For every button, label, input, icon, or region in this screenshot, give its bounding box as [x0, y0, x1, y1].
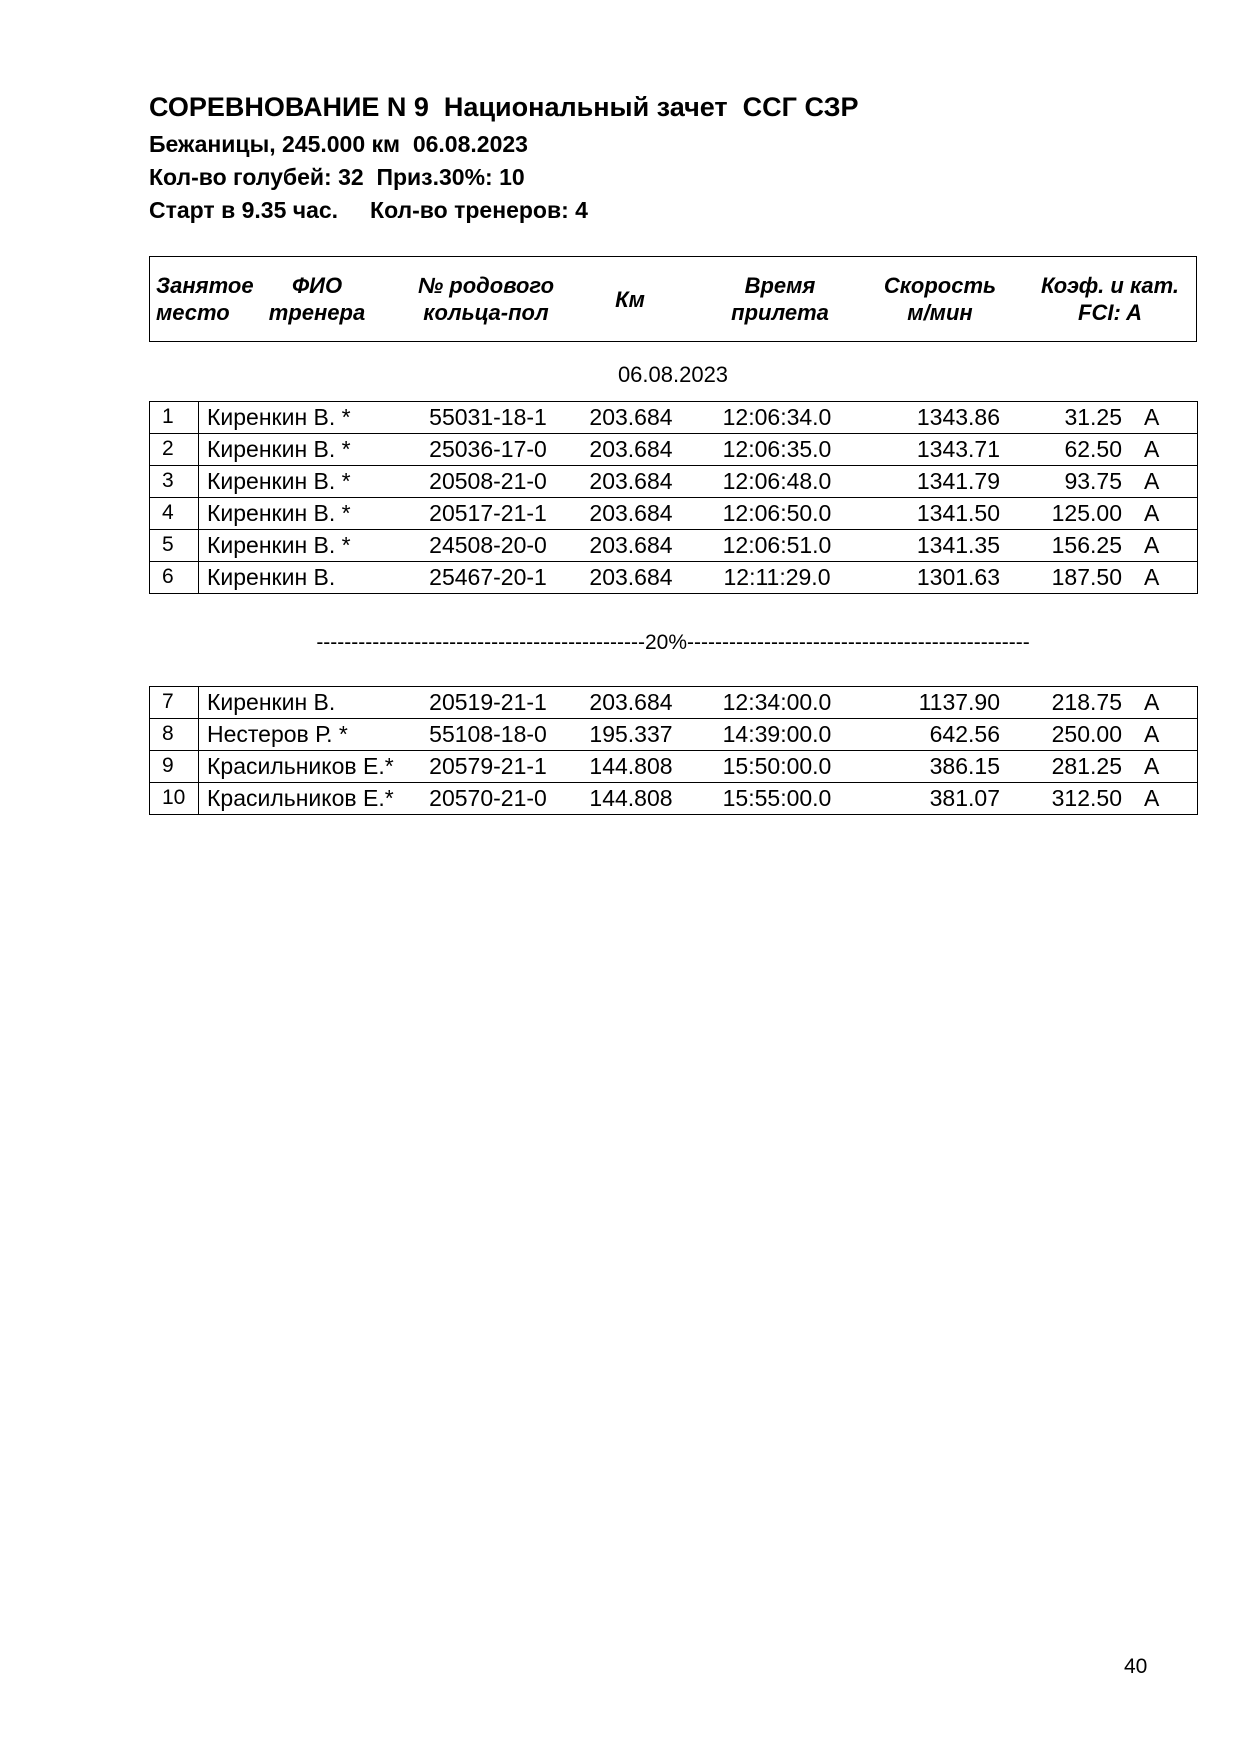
col-km-header: Км	[615, 287, 645, 312]
table-row	[150, 562, 1198, 594]
arrival-time-cell: 15:55:00.0	[696, 783, 858, 815]
category-cell: A	[1132, 687, 1198, 719]
speed-cell: 642.56	[858, 719, 1022, 751]
rank-cell: 5	[150, 530, 199, 562]
col-speed-header: Скорость м/мин	[883, 273, 997, 325]
arrival-time-cell: 14:39:00.0	[696, 719, 858, 751]
category-cell: A	[1132, 719, 1198, 751]
distance-cell: 203.684	[566, 434, 696, 466]
results-table-top	[149, 401, 1198, 594]
table-row	[150, 751, 1198, 783]
coefficient-cell: 125.00	[1022, 498, 1132, 530]
rank-cell: 3	[150, 466, 199, 498]
ring-number-cell: 20570-21-0	[410, 783, 566, 815]
ring-number-cell: 20579-21-1	[410, 751, 566, 783]
rank-cell: 6	[150, 562, 199, 594]
arrival-time-cell: 12:34:00.0	[696, 687, 858, 719]
speed-cell: 1343.86	[858, 402, 1022, 434]
arrival-time-cell: 12:06:50.0	[696, 498, 858, 530]
race-location-date: Бежаницы, 245.000 км 06.08.2023	[149, 131, 528, 157]
distance-cell: 203.684	[566, 530, 696, 562]
distance-cell: 144.808	[566, 783, 696, 815]
table-row	[150, 783, 1198, 815]
results-table-bottom	[149, 686, 1198, 815]
speed-cell: 1341.35	[858, 530, 1022, 562]
rank-cell: 8	[150, 719, 199, 751]
ring-number-cell: 20519-21-1	[410, 687, 566, 719]
coefficient-cell: 312.50	[1022, 783, 1132, 815]
trainer-name-cell: Киренкин В. *	[199, 402, 411, 434]
speed-cell: 381.07	[858, 783, 1022, 815]
speed-cell: 1341.50	[858, 498, 1022, 530]
arrival-time-cell: 12:11:29.0	[696, 562, 858, 594]
ring-number-cell: 25467-20-1	[410, 562, 566, 594]
ring-number-cell: 20517-21-1	[410, 498, 566, 530]
table-row	[150, 530, 1198, 562]
table-row	[150, 719, 1198, 751]
coefficient-cell: 93.75	[1022, 466, 1132, 498]
table-row	[150, 466, 1198, 498]
ring-number-cell: 55031-18-1	[410, 402, 566, 434]
coefficient-cell: 31.25	[1022, 402, 1132, 434]
distance-cell: 203.684	[566, 498, 696, 530]
col-place-header: Занятое место	[156, 273, 254, 325]
col-coef-header: Коэф. и кат. FCI: A	[1041, 273, 1179, 325]
trainer-name-cell: Киренкин В. *	[199, 434, 411, 466]
ring-number-cell: 25036-17-0	[410, 434, 566, 466]
document-title: СОРЕВНОВАНИЕ N 9 Национальный зачет ССГ СЗР	[149, 92, 859, 122]
distance-cell: 203.684	[566, 562, 696, 594]
category-cell: A	[1132, 498, 1198, 530]
date-separator: 06.08.2023	[617, 362, 729, 387]
percent-separator: -----------------------------------------------20%-------------------------------------------------	[316, 631, 1030, 654]
distance-cell: 203.684	[566, 687, 696, 719]
speed-cell: 1341.79	[858, 466, 1022, 498]
category-cell: A	[1132, 434, 1198, 466]
trainer-name-cell: Киренкин В. *	[199, 498, 411, 530]
trainer-name-cell: Красильников Е.*	[199, 751, 411, 783]
speed-cell: 1137.90	[858, 687, 1022, 719]
speed-cell: 1301.63	[858, 562, 1022, 594]
start-time-trainers: Старт в 9.35 час. Кол-во тренеров: 4	[149, 197, 588, 223]
table-row	[150, 402, 1198, 434]
rank-cell: 10	[150, 783, 199, 815]
trainer-name-cell: Киренкин В.	[199, 562, 411, 594]
arrival-time-cell: 12:06:48.0	[696, 466, 858, 498]
col-ring-header: № родового кольца-пол	[417, 273, 555, 325]
pigeon-count-prizes: Кол-во голубей: 32 Приз.30%: 10	[149, 164, 525, 190]
distance-cell: 144.808	[566, 751, 696, 783]
trainer-name-cell: Красильников Е.*	[199, 783, 411, 815]
col-name-header: ФИО тренера	[268, 273, 366, 325]
ring-number-cell: 55108-18-0	[410, 719, 566, 751]
rank-cell: 9	[150, 751, 199, 783]
rank-cell: 4	[150, 498, 199, 530]
trainer-name-cell: Киренкин В. *	[199, 530, 411, 562]
distance-cell: 195.337	[566, 719, 696, 751]
rank-cell: 1	[150, 402, 199, 434]
table-row	[150, 434, 1198, 466]
category-cell: A	[1132, 402, 1198, 434]
column-header-box	[149, 256, 1197, 342]
coefficient-cell: 62.50	[1022, 434, 1132, 466]
distance-cell: 203.684	[566, 466, 696, 498]
distance-cell: 203.684	[566, 402, 696, 434]
speed-cell: 386.15	[858, 751, 1022, 783]
category-cell: A	[1132, 530, 1198, 562]
category-cell: A	[1132, 562, 1198, 594]
category-cell: A	[1132, 466, 1198, 498]
trainer-name-cell: Киренкин В. *	[199, 466, 411, 498]
table-row	[150, 498, 1198, 530]
table-row	[150, 687, 1198, 719]
trainer-name-cell: Киренкин В.	[199, 687, 411, 719]
ring-number-cell: 24508-20-0	[410, 530, 566, 562]
arrival-time-cell: 15:50:00.0	[696, 751, 858, 783]
coefficient-cell: 281.25	[1022, 751, 1132, 783]
coefficient-cell: 218.75	[1022, 687, 1132, 719]
arrival-time-cell: 12:06:35.0	[696, 434, 858, 466]
category-cell: A	[1132, 783, 1198, 815]
rank-cell: 7	[150, 687, 199, 719]
ring-number-cell: 20508-21-0	[410, 466, 566, 498]
speed-cell: 1343.71	[858, 434, 1022, 466]
arrival-time-cell: 12:06:34.0	[696, 402, 858, 434]
col-time-header: Время прилета	[731, 273, 829, 325]
coefficient-cell: 187.50	[1022, 562, 1132, 594]
coefficient-cell: 250.00	[1022, 719, 1132, 751]
rank-cell: 2	[150, 434, 199, 466]
category-cell: A	[1132, 751, 1198, 783]
coefficient-cell: 156.25	[1022, 530, 1132, 562]
page-number: 40	[1124, 1655, 1148, 1678]
arrival-time-cell: 12:06:51.0	[696, 530, 858, 562]
trainer-name-cell: Нестеров Р. *	[199, 719, 411, 751]
